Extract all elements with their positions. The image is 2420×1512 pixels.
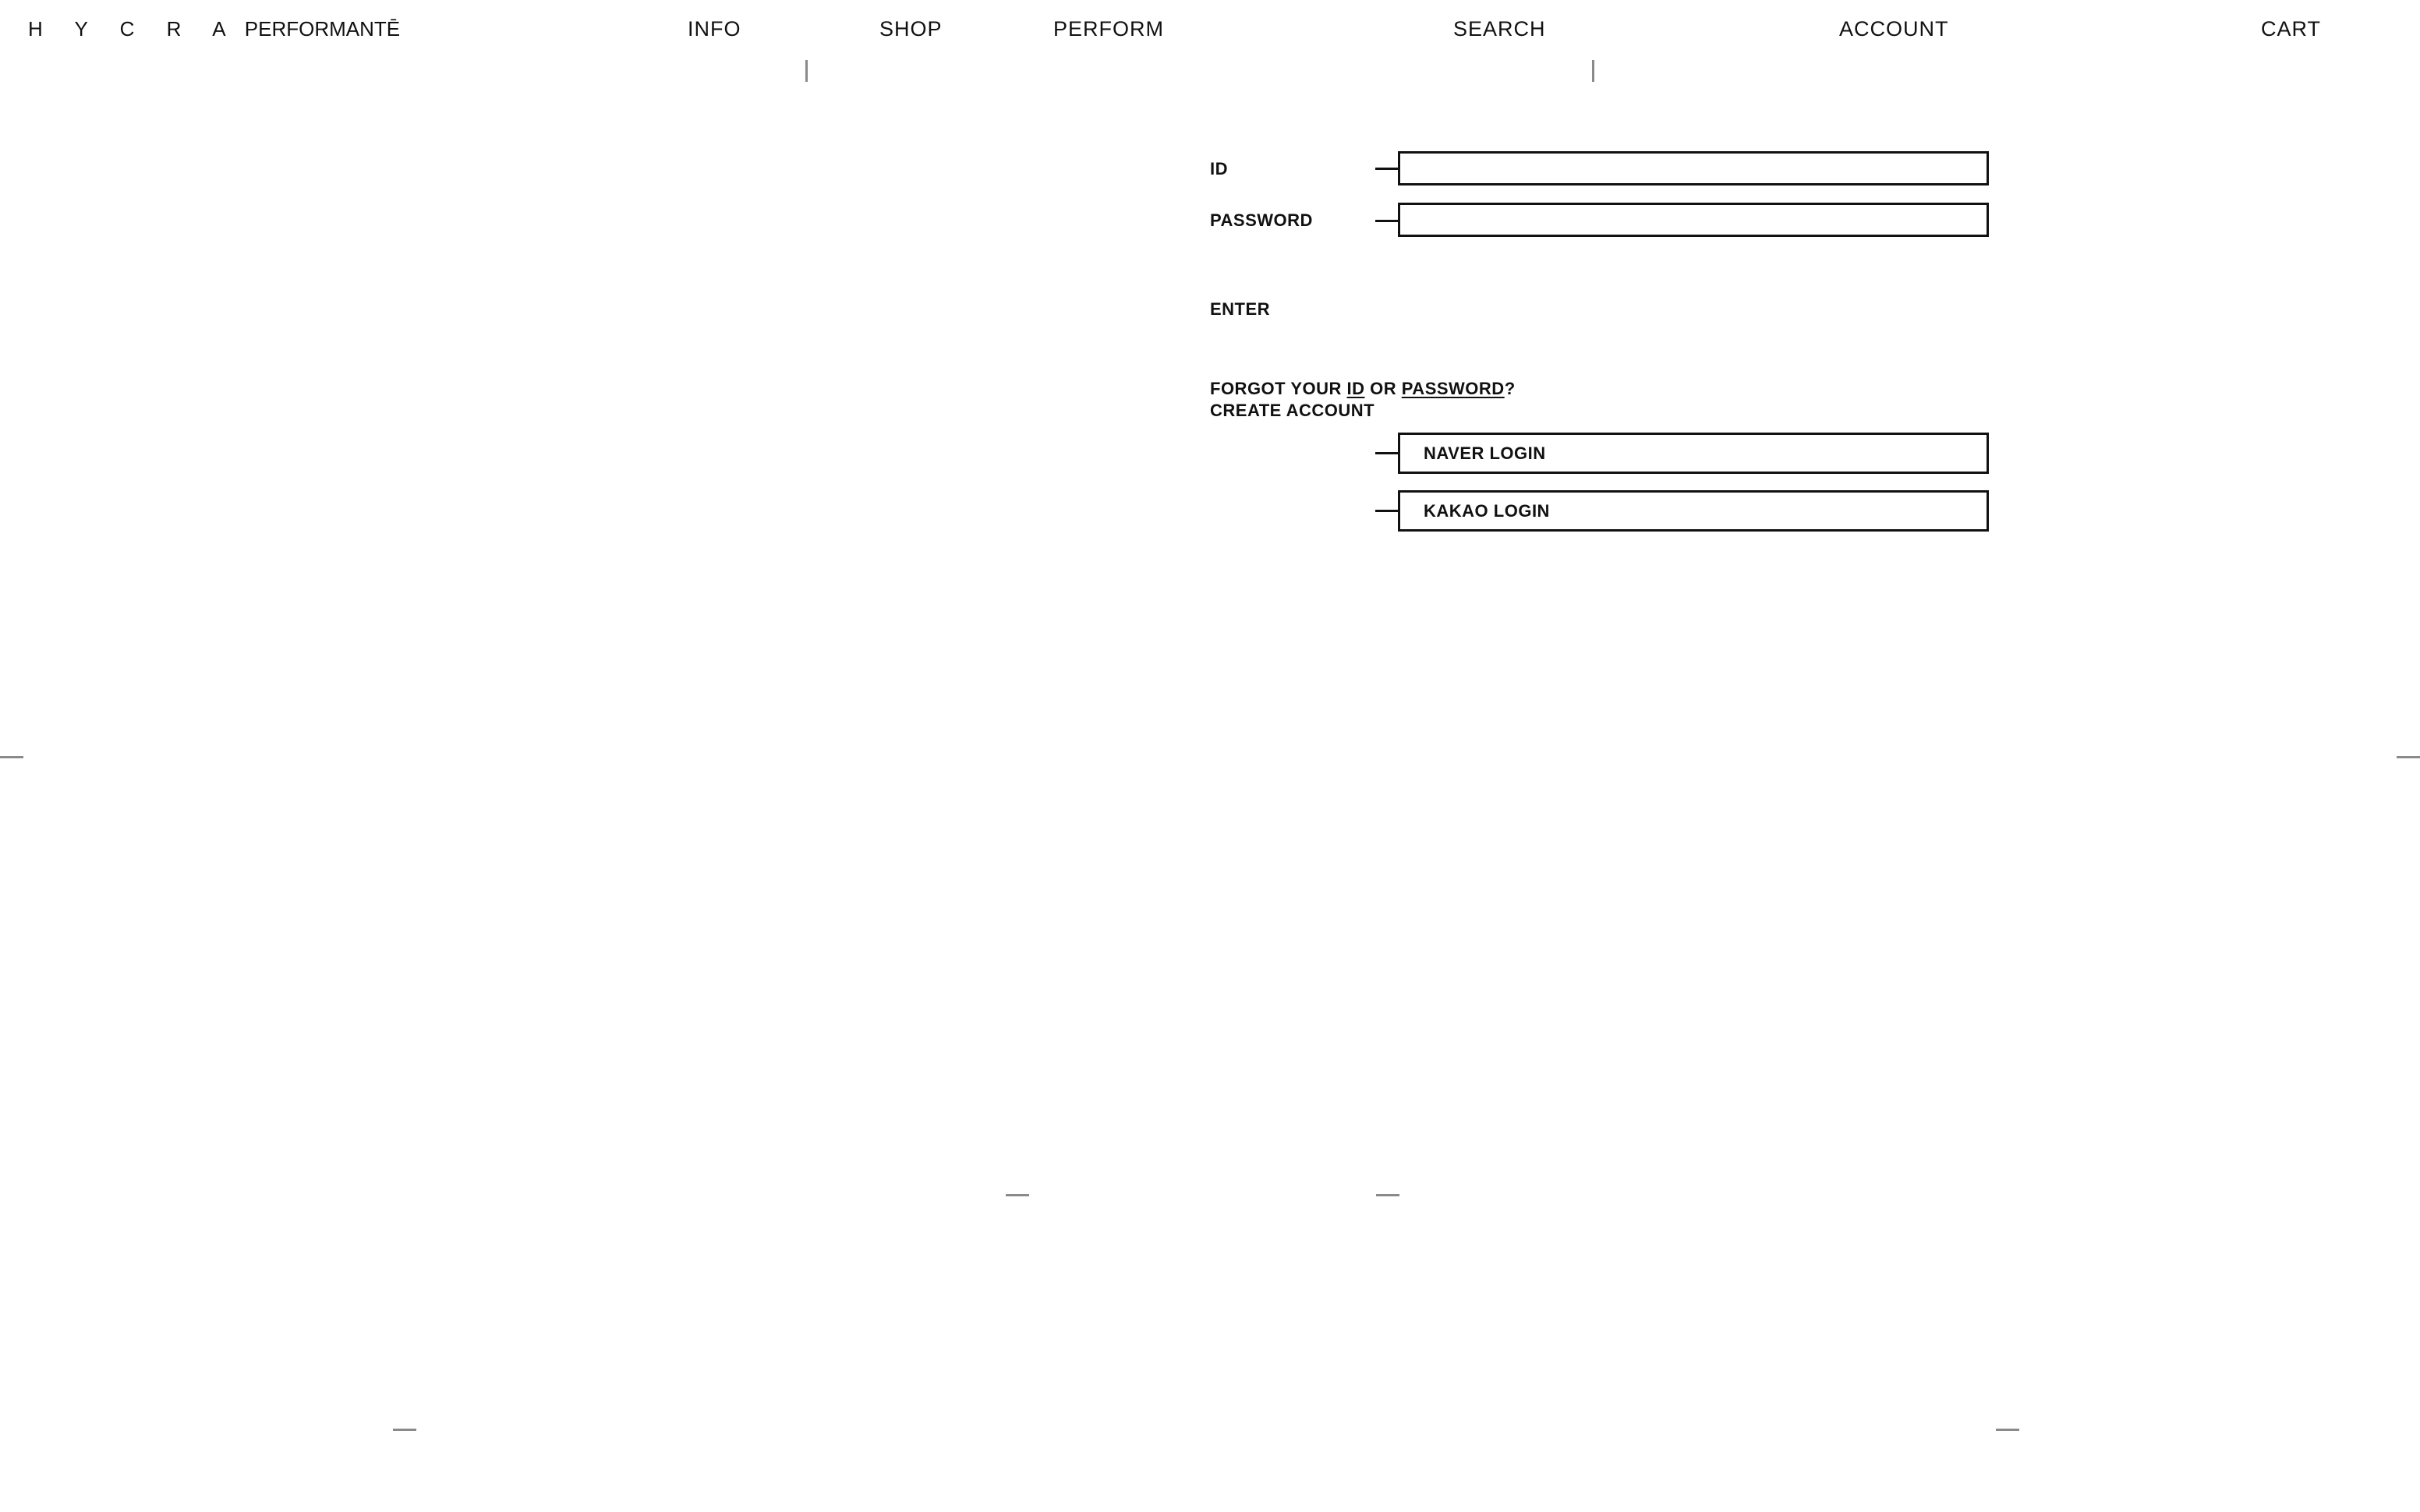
kakao-connector-line xyxy=(1375,510,1399,512)
nav-shop[interactable]: SHOP xyxy=(879,17,943,41)
grid-tick-mark xyxy=(393,1429,416,1431)
grid-tick-mark xyxy=(1376,1194,1399,1196)
forgot-suffix: ? xyxy=(1504,379,1516,398)
brand-logo[interactable] xyxy=(28,16,400,42)
id-label: ID xyxy=(1210,159,1228,178)
nav-search[interactable]: SEARCH xyxy=(1453,17,1546,41)
forgot-credentials-line xyxy=(1210,378,1516,400)
id-input[interactable] xyxy=(1398,151,1989,185)
nav-account[interactable]: ACCOUNT xyxy=(1839,17,1949,41)
grid-tick-mark xyxy=(805,60,808,82)
kakao-login-button[interactable]: KAKAO LOGIN xyxy=(1398,490,1989,532)
grid-tick-mark xyxy=(1006,1194,1029,1196)
create-account-link[interactable]: CREATE ACCOUNT xyxy=(1210,401,1375,420)
password-input[interactable] xyxy=(1398,203,1989,237)
forgot-id-link[interactable]: ID xyxy=(1346,379,1365,398)
password-connector-line xyxy=(1375,220,1399,222)
forgot-or: OR xyxy=(1370,379,1397,398)
enter-button[interactable]: ENTER xyxy=(1210,299,1271,319)
grid-tick-mark xyxy=(1592,60,1594,82)
id-connector-line xyxy=(1375,168,1399,170)
nav-info[interactable]: INFO xyxy=(688,17,741,41)
password-label: PASSWORD xyxy=(1210,210,1313,230)
brand-letters: H Y C R A xyxy=(28,17,239,41)
grid-tick-mark xyxy=(2397,756,2420,758)
nav-perform[interactable]: PERFORM xyxy=(1053,17,1164,41)
brand-name: PERFORMANTĒ xyxy=(244,17,401,41)
grid-tick-mark xyxy=(1996,1429,2019,1431)
forgot-prefix: FORGOT YOUR xyxy=(1210,379,1342,398)
grid-tick-mark xyxy=(0,756,23,758)
nav-cart[interactable]: CART xyxy=(2261,17,2322,41)
forgot-password-link[interactable]: PASSWORD xyxy=(1401,379,1505,398)
naver-connector-line xyxy=(1375,452,1399,454)
naver-login-button[interactable]: NAVER LOGIN xyxy=(1398,433,1989,474)
